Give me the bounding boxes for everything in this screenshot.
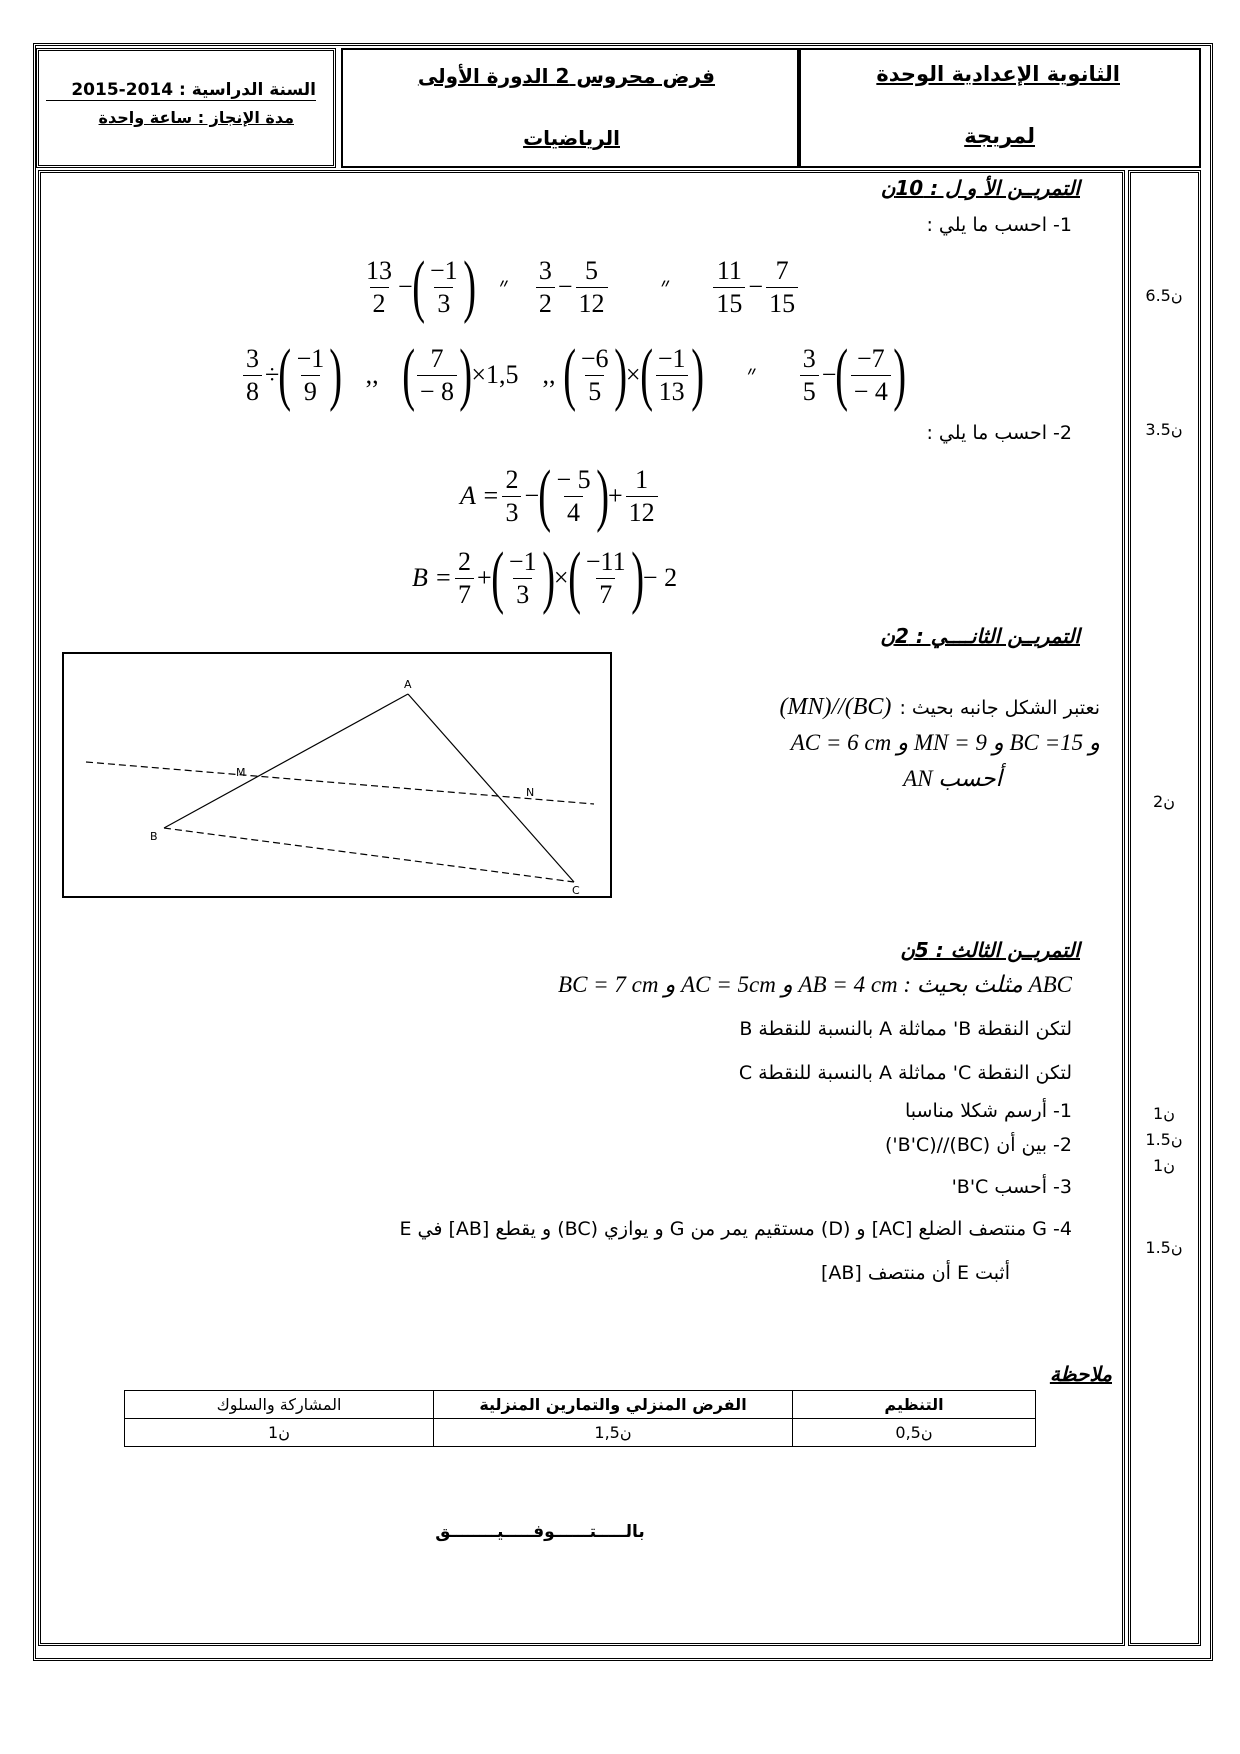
fraction: $\frac{11}{15}$ <box>713 257 745 317</box>
table-row <box>125 1419 1036 1447</box>
ex3-q1: 1- أرسم شكلا مناسبا <box>905 1100 1072 1122</box>
ex2-line1: نعتبر الشكل جانبه بحيث : (MN)//(BC) <box>779 694 1100 720</box>
label-n: N <box>526 786 535 799</box>
exam-title: فرض محروس 2 الدورة الأولى <box>417 64 715 88</box>
segment-ab <box>164 694 408 828</box>
ex1-title: التمريــن الأ و ل : 10ن <box>880 176 1080 200</box>
value-cell: 0,5ن <box>793 1419 1036 1447</box>
ex3-line1: ABC مثلث بحيث : AB = 4 cm و AC = 5cm و BC = 7 cm <box>558 972 1072 997</box>
ex3-q4b: أثبت E أن منتصف [AB] <box>820 1262 1010 1284</box>
fraction: $\frac{-11}{7}$ <box>585 547 626 609</box>
fraction: $\frac{-1}{3}$ <box>508 547 537 609</box>
value-cell: 1,5ن <box>434 1419 793 1447</box>
fraction: $\frac{3}{8}$ <box>243 345 262 405</box>
fraction: $\frac{2}{7}$ <box>455 548 474 608</box>
label-c: C <box>572 884 580 896</box>
ex1-row1: $\frac{13}{2}$ − ( $\frac{-1}{3}$ ) ״ $\frac{3}{2}$ − $\frac{5}{12}$ ״ $\frac{11}{15}$ − $\frac{7}{15}$ <box>360 248 801 326</box>
triangle-figure <box>62 652 612 898</box>
fraction: $\frac{-1}{3}$ <box>429 256 458 318</box>
fraction: $\frac{2}{3}$ <box>502 466 521 526</box>
ex3-q2: 2- بين أن (BC)//(B'C') <box>885 1134 1072 1156</box>
ex3-score3: 1ن <box>1153 1156 1175 1175</box>
ex3-line2: لتكن النقطة B' مماثلة A بالنسبة للنقطة B <box>739 1018 1072 1040</box>
ex2-title: التمريــن الثانــــي : 2ن <box>880 624 1080 648</box>
fraction: $\frac{3}{2}$ <box>536 257 555 317</box>
ex2-line2: و BC =15 و MN = 9 و AC = 6 cm <box>790 730 1100 755</box>
ex2-score: 2ن <box>1153 792 1175 811</box>
label-m: M <box>236 766 246 779</box>
ex3-score4: 1.5ن <box>1145 1238 1183 1257</box>
header-cell: المشاركة والسلوك <box>125 1391 434 1419</box>
expression-b: B = $\frac{2}{7}$ + ( $\frac{-1}{3}$ ) × ( $\frac{-11}{7}$ ) − 2 <box>412 539 678 616</box>
city-name: لمريجة <box>964 124 1035 148</box>
fraction: $\frac{7}{- 8}$ <box>417 345 457 405</box>
header-cell: التنظيم <box>793 1391 1036 1419</box>
ex3-title: التمريــن الثالث : 5ن <box>900 938 1080 962</box>
fraction: $\frac{-7}{- 4}$ <box>851 345 891 405</box>
footer-wish: بالـــــتــــــوفـــــيــــــــق <box>435 1522 645 1542</box>
fraction: $\frac{13}{2}$ <box>366 256 392 318</box>
value-cell: 1ن <box>125 1419 434 1447</box>
figure-svg <box>64 654 610 896</box>
subject-name: الرياضيات <box>523 126 620 150</box>
label-a: A <box>404 678 412 691</box>
school-year: السنة الدراسية : 2014-2015 <box>46 80 316 101</box>
ex2-line3: أحسب AN <box>903 766 1002 791</box>
score-column-frame <box>1128 170 1201 1646</box>
ex3-score1: 1ن <box>1153 1104 1175 1123</box>
ex1-score2: 3.5ن <box>1145 420 1183 439</box>
ex1-row2: $\frac{3}{8}$ ÷ ( $\frac{-1}{9}$ ) ,, ( $\frac{7}{- 8}$ ) ×1,5 ,, ( $\frac{-6}{5}$ ) × ( $\frac{-1}{13}$ ) ״ $\frac{3}{5}$ − ( $\frac{-7}{- 4}$ ) <box>240 330 905 420</box>
ex3-line3: لتكن النقطة C' مماثلة A بالنسبة للنقطة C <box>738 1062 1072 1084</box>
fraction: $\frac{7}{15}$ <box>766 257 798 317</box>
fraction: $\frac{-6}{5}$ <box>580 344 609 406</box>
line-mn <box>86 762 594 804</box>
school-name: الثانوية الإعدادية الوحدة <box>876 62 1120 86</box>
fraction: $\frac{-1}{13}$ <box>655 345 689 405</box>
header-cell: الفرض المنزلي والتمارين المنزلية <box>434 1391 793 1419</box>
fraction: $\frac{3}{5}$ <box>800 345 819 405</box>
expression-a: A = $\frac{2}{3}$ − ( $\frac{- 5}{4}$ ) + $\frac{1}{12}$ <box>460 456 661 536</box>
label-b: B <box>150 830 158 843</box>
ex3-q4: 4- G منتصف الضلع [AC] و (D) مستقيم يمر من G و يوازي (BC) و يقطع [AB] في E <box>399 1218 1072 1240</box>
line-bc <box>164 828 574 882</box>
ex1-score1: 6.5ن <box>1145 286 1183 305</box>
grading-table <box>124 1390 1036 1447</box>
table-header-row <box>125 1391 1036 1419</box>
fraction: $\frac{5}{12}$ <box>576 257 608 317</box>
ex3-score2: 1.5ن <box>1145 1130 1183 1149</box>
segment-ac <box>408 694 574 882</box>
fraction: $\frac{1}{12}$ <box>626 466 658 526</box>
note-title: ملاحظة <box>1049 1362 1112 1386</box>
duration: مدة الإنجاز : ساعة واحدة <box>98 108 294 127</box>
fraction: $\frac{- 5}{4}$ <box>556 465 591 527</box>
ex3-q3: 3- أحسب B'C' <box>951 1176 1072 1198</box>
fraction: $\frac{-1}{9}$ <box>296 344 325 406</box>
ex1-q1: 1- احسب ما يلي : <box>926 214 1072 236</box>
ex1-q2: 2- احسب ما يلي : <box>926 422 1072 444</box>
